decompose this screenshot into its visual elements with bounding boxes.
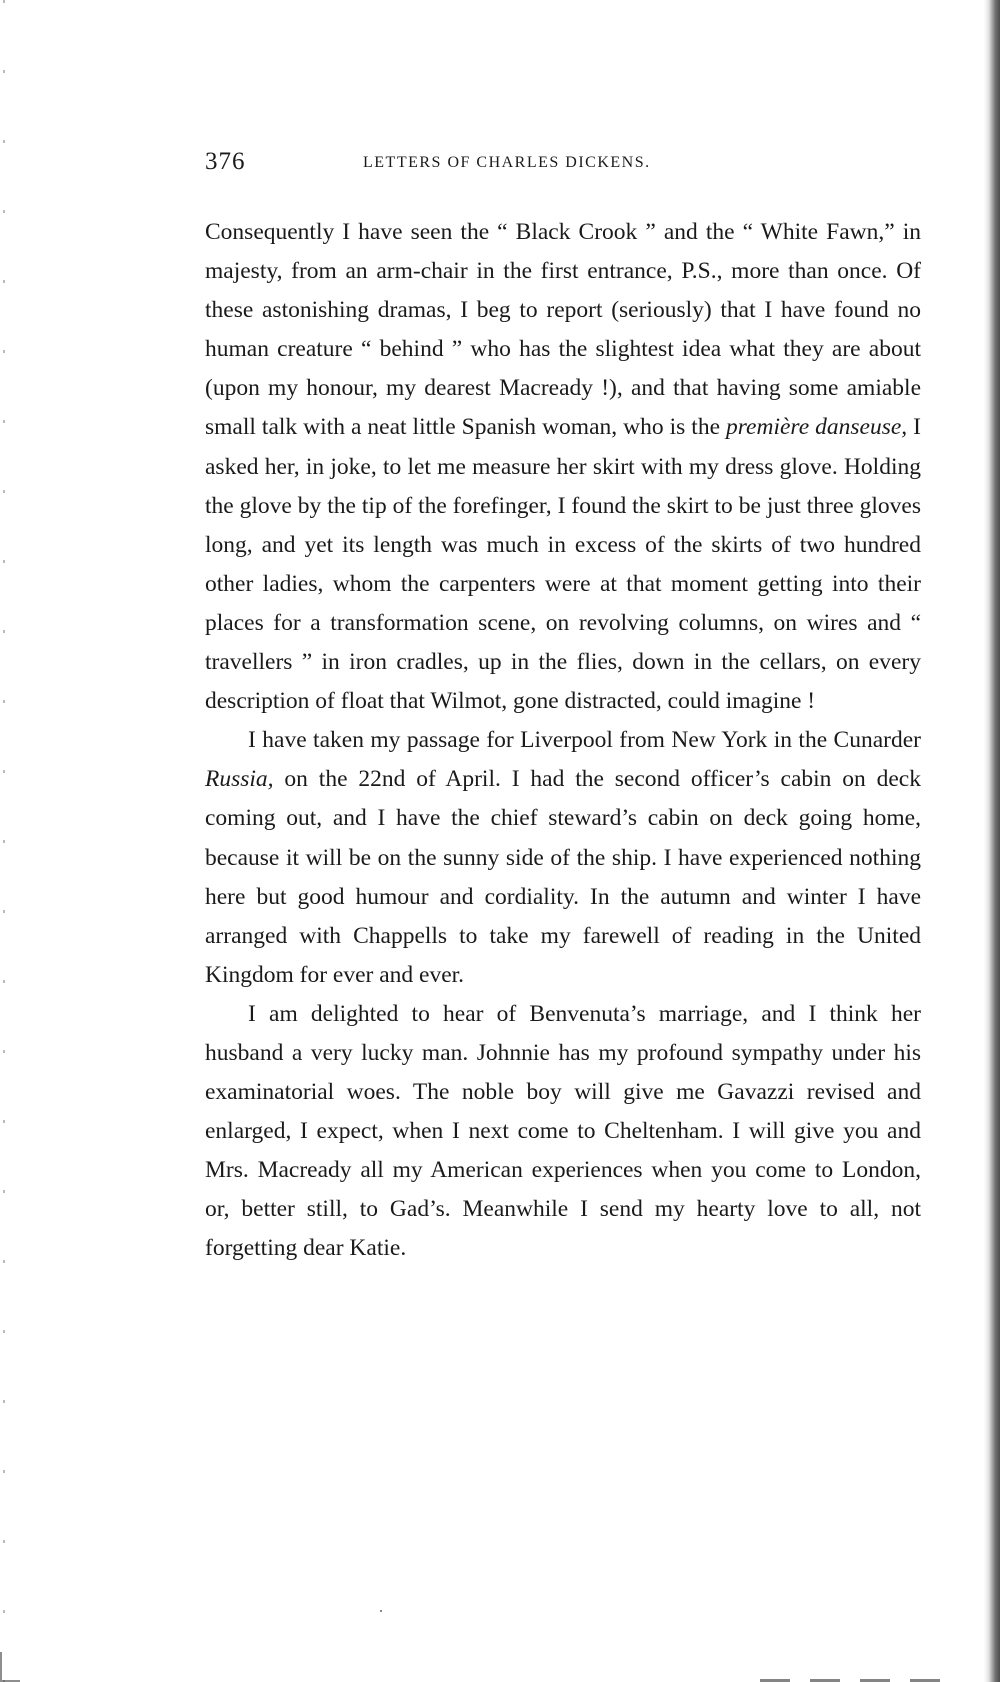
paragraph-1 <box>205 213 921 721</box>
page-gutter-left <box>3 0 5 1682</box>
paragraph-1-text-b: I asked her, in joke, to let me measure her skirt with my dress glove. Holding the glove by the tip of the forefinger, I found the skirt to be just three gloves long, and yet its length was much in excess of the skirts of two hundred other ladies, whom the carpenters were at that moment getting into their places for a transformation scene, on revolving columns, on wires and “ travellers ” in iron cradles, up in the flies, down in the cellars, on every description of float that Wilmot, gone distracted, could imagine ! <box>205 414 921 715</box>
page-speck <box>380 1610 382 1612</box>
page-header <box>205 148 925 184</box>
paragraph-2-italic: Russia, <box>205 766 274 793</box>
page-number: 376 <box>205 148 246 175</box>
paragraph-1-text-a: Consequently I have seen the “ Black Crook ” and the “ White Fawn,” in majesty, from an arm-chair in the first entrance, P.S., more than once. Of these astonishing dramas, I beg to report (seriously) that I have found no human creature “ behind ” who has the slightest idea what they are about (upon my honour, my dearest Macready !), and that having some amiable small talk with a neat little Spanish woman, who is the <box>205 219 921 441</box>
page-corner-mark <box>0 1652 20 1682</box>
paragraph-2-text-a: I have taken my passage for Liverpool from New York in the Cunarder <box>248 727 921 754</box>
running-title: LETTERS OF CHARLES DICKENS. <box>363 154 651 171</box>
letter-body <box>205 213 921 1269</box>
paragraph-3 <box>205 995 921 1269</box>
paragraph-2 <box>205 721 921 995</box>
paragraph-2-text-b: on the 22nd of April. I had the second officer’s cabin on deck coming out, and I have the chief steward’s cabin on deck going home, because it will be on the sunny side of the ship. I have experienced nothing here but good humour and cordiality. In the autumn and winter I have arranged with Chappells to take my farewell of reading in the United Kingdom for ever and ever. <box>205 766 921 988</box>
paragraph-3-text-a: I am delighted to hear of Benvenuta’s marriage, and I think her husband a very lucky man. Johnnie has my profound sympathy under his examinatorial woes. The noble boy will give me Gavazzi revised and enlarged, I expect, when I next come to Cheltenham. I will give you and Mrs. Macready all my American experiences when you come to London, or, better still, to Gad’s. Meanwhile I send my hearty love to all, not forgetting dear Katie. <box>205 1000 921 1262</box>
paragraph-1-italic: première danseuse, <box>726 414 908 441</box>
page-edge-shadow <box>984 0 1000 1682</box>
